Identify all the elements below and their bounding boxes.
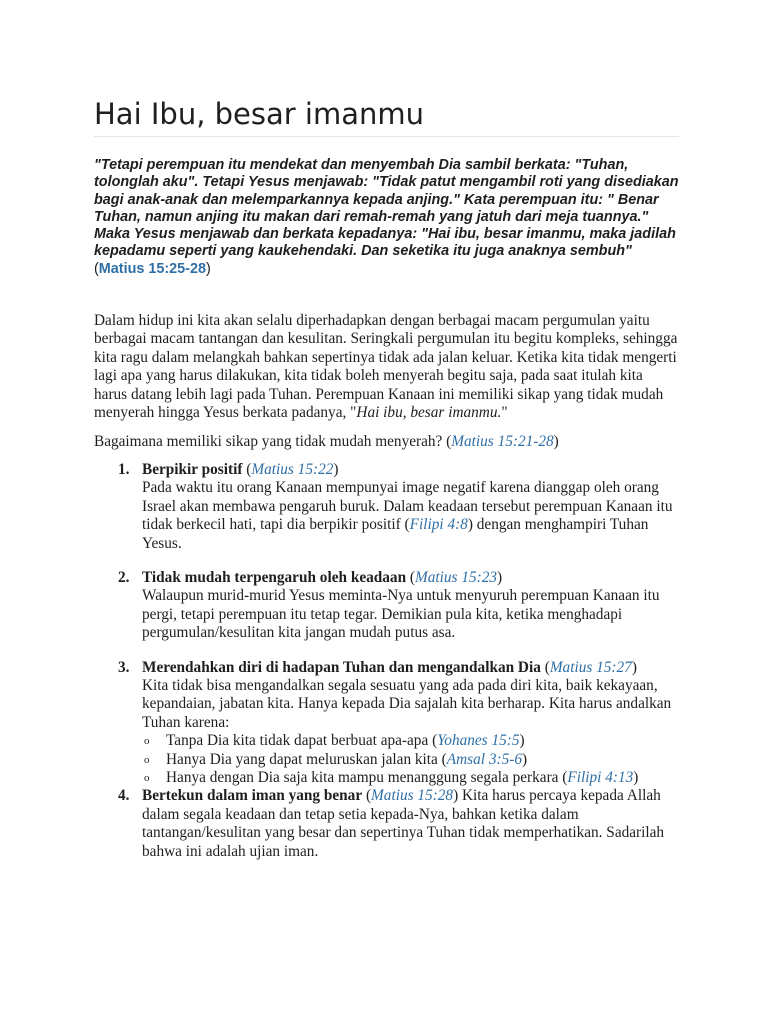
point-item-1: 1. Berpikir positif (Matius 15:22) Pada waktu itu orang Kanaan mempunyai image negatif karena dianggap oleh orang Israel akan membawa pengaruh buruk. Dalam keadaan tersebut perempuan Kanaan itu tidak berkecil hati, tapi dia berpikir positif (Filipi 4:8) dengan menghampiri Tuhan Yesus.	[94, 461, 679, 553]
point-heading: Berpikir positif	[142, 460, 243, 478]
reason-ref-link[interactable]: Amsal 3:5-6	[446, 750, 522, 768]
reason-text: Tanpa Dia kita tidak dapat berbuat apa-apa	[166, 732, 429, 750]
article	[94, 96, 679, 877]
reason-item: o Hanya dengan Dia saja kita mampu menanggung segala perkara (Filipi 4:13)	[144, 769, 639, 787]
point-ref-link[interactable]: Matius 15:28	[371, 787, 454, 805]
reason-text: Hanya Dia yang dapat meluruskan jalan kita	[166, 750, 438, 768]
circle-bullet-icon: o	[144, 735, 150, 748]
point-heading: Tidak mudah terpengaruh oleh keadaan	[142, 568, 407, 586]
circle-bullet-icon: o	[144, 753, 150, 766]
point-description: Kita tidak bisa mengandalkan segala sesuatu yang ada pada diri kita, baik kekayaan, kepandaian, jabatan kita. Hanya kepada Dia sajalah kita berharap. Kita harus andalkan Tuhan karena:	[142, 676, 672, 731]
reasons-list	[142, 732, 679, 787]
reason-ref-link[interactable]: Filipi 4:13	[567, 769, 634, 787]
points-list	[94, 461, 679, 861]
point-item-4: 4. Bertekun dalam iman yang benar (Matius 15:28) Kita harus percaya kepada Allah dalam segala keadaan dan tetap setia kepada-Nya, bahkan ketika dalam tantangan/kesulitan yang besar dan sepertinya Tuhan tidak memperhatikan. Sadarilah bahwa ini adalah ujian iman.	[118, 787, 665, 860]
intro-text: Dalam hidup ini kita akan selalu diperhadapkan dengan berbagai macam pergumulan yaitu berbagai macam tantangan dan kesulitan. Seringkali pergumulan itu begitu kompleks, sehingga kita ragu dalam melangkah bahkan sepertinya tidak ada jalan keluar. Ketika kita tidak mengerti lagi apa yang harus dilakukan, kita tidak boleh menyerah begitu saja, pada saat itulah kita harus datang lebih lagi pada Tuhan. Perempuan Kanaan ini memiliki sikap yang tidak mudah menyerah hingga Yesus berkata padanya, "	[94, 312, 678, 422]
article-body	[94, 312, 679, 861]
question-paragraph: Bagaimana memiliki sikap yang tidak mudah menyerah? (Matius 15:21-28)	[94, 432, 559, 450]
question-text: Bagaimana memiliki sikap yang tidak mudah menyerah?	[94, 432, 443, 450]
point-description: Pada waktu itu orang Kanaan mempunyai image negatif karena dianggap oleh orang Israel akan membawa pengaruh buruk. Dalam keadaan tersebut perempuan Kanaan itu tidak berkecil hati, tapi dia berpikir positif (Filipi 4:8) dengan menghampiri Tuhan Yesus.	[142, 479, 673, 552]
point-number: 4.	[118, 787, 130, 805]
point-number: 2.	[118, 568, 130, 586]
point-ref-link[interactable]: Matius 15:27	[549, 658, 632, 676]
question-ref-link[interactable]: Matius 15:21-28	[451, 432, 554, 450]
point-item-2: 2. Tidak mudah terpengaruh oleh keadaan (Matius 15:23) Walaupun murid-murid Yesus meminta-Nya untuk menyuruh perempuan Kanaan itu pergi, tetapi perempuan itu tetap tegar. Demikian pula kita, ketika menghadapi pergumulan/kesulitan kita jangan mudah putus asa.	[94, 569, 679, 643]
quote-ref-link[interactable]: Matius 15:25-28	[98, 260, 206, 277]
point-desc-a: Pada waktu itu orang Kanaan mempunyai image negatif karena dianggap oleh orang Israel akan membawa pengaruh buruk. Dalam keadaan tersebut perempuan Kanaan itu tidak berkecil hati, tapi dia berpikir positif	[142, 479, 673, 534]
scripture-quote	[94, 157, 679, 278]
intro-paragraph	[94, 312, 679, 422]
point-number: 1.	[118, 460, 130, 478]
point-heading: Bertekun dalam iman yang benar	[142, 787, 363, 805]
point-desc-inline: Kita harus percaya kepada Allah dalam segala keadaan dan tetap setia kepada-Nya, bahkan ketika dalam tantangan/kesulitan yang besar dan sepertinya Tuhan tidak memperhatikan. Sadarilah bahwa ini adalah ujian iman.	[142, 787, 665, 860]
quote-ref-wrap: (Matius 15:25-28)	[94, 260, 211, 277]
intro-emphasis: Hai ibu, besar imanmu.	[356, 404, 502, 422]
point-desc-b: dengan menghampiri Tuhan Yesus.	[142, 516, 649, 552]
point-desc-ref-link[interactable]: Filipi 4:8	[409, 516, 468, 534]
point-description: Walaupun murid-murid Yesus meminta-Nya untuk menyuruh perempuan Kanaan itu pergi, tetapi perempuan itu tetap tegar. Demikian pula kita, ketika menghadapi pergumulan/kesulitan kita jangan mudah putus asa.	[142, 587, 660, 642]
reason-item: o Hanya Dia yang dapat meluruskan jalan kita (Amsal 3:5-6)	[144, 750, 528, 768]
intro-close: "	[501, 404, 508, 422]
point-ref-link[interactable]: Matius 15:22	[251, 460, 334, 478]
reason-text: Hanya dengan Dia saja kita mampu menanggung segala perkara	[166, 769, 559, 787]
reason-item: o Tanpa Dia kita tidak dapat berbuat apa-apa (Yohanes 15:5)	[144, 732, 525, 750]
point-heading: Merendahkan diri di hadapan Tuhan dan mengandalkan Dia	[142, 658, 541, 676]
quote-text: "Tetapi perempuan itu mendekat dan menyembah Dia sambil berkata: "Tuhan, tolonglah aku". Tetapi Yesus menjawab: "Tidak patut mengambil roti yang disediakan bagi anak-anak dan melemparkannya kepada anjing." Kata perempuan itu: " Benar Tuhan, namun anjing itu makan dari remah-remah yang jatuh dari meja tuannya." Maka Yesus menjawab dan berkata kepadanya: "Hai ibu, besar imanmu, maka jadilah kepadamu seperti yang kaukehendaki. Dan seketika itu juga anaknya sembuh"	[94, 157, 679, 260]
reason-ref-link[interactable]: Yohanes 15:5	[437, 732, 520, 750]
point-ref-link[interactable]: Matius 15:23	[415, 568, 498, 586]
circle-bullet-icon: o	[144, 772, 150, 785]
point-item-3: 3. Merendahkan diri di hadapan Tuhan dan mengandalkan Dia (Matius 15:27) Kita tidak bisa mengandalkan segala sesuatu yang ada pada diri kita, baik kekayaan, kepandaian, jabatan kita. Hanya kepada Dia sajalah kita berharap. Kita harus andalkan Tuhan karena: o Tanpa Dia kita tidak dapat berbuat apa-apa (Yohanes 15:5) o Hanya Dia yang dapat meluruskan jalan kita (Amsal 3:5-6) o Hanya dengan Dia saja kita mampu menanggung segala perkara (Filipi 4:13)	[94, 659, 679, 788]
page-title: Hai Ibu, besar imanmu	[94, 96, 679, 137]
point-number: 3.	[118, 658, 130, 676]
